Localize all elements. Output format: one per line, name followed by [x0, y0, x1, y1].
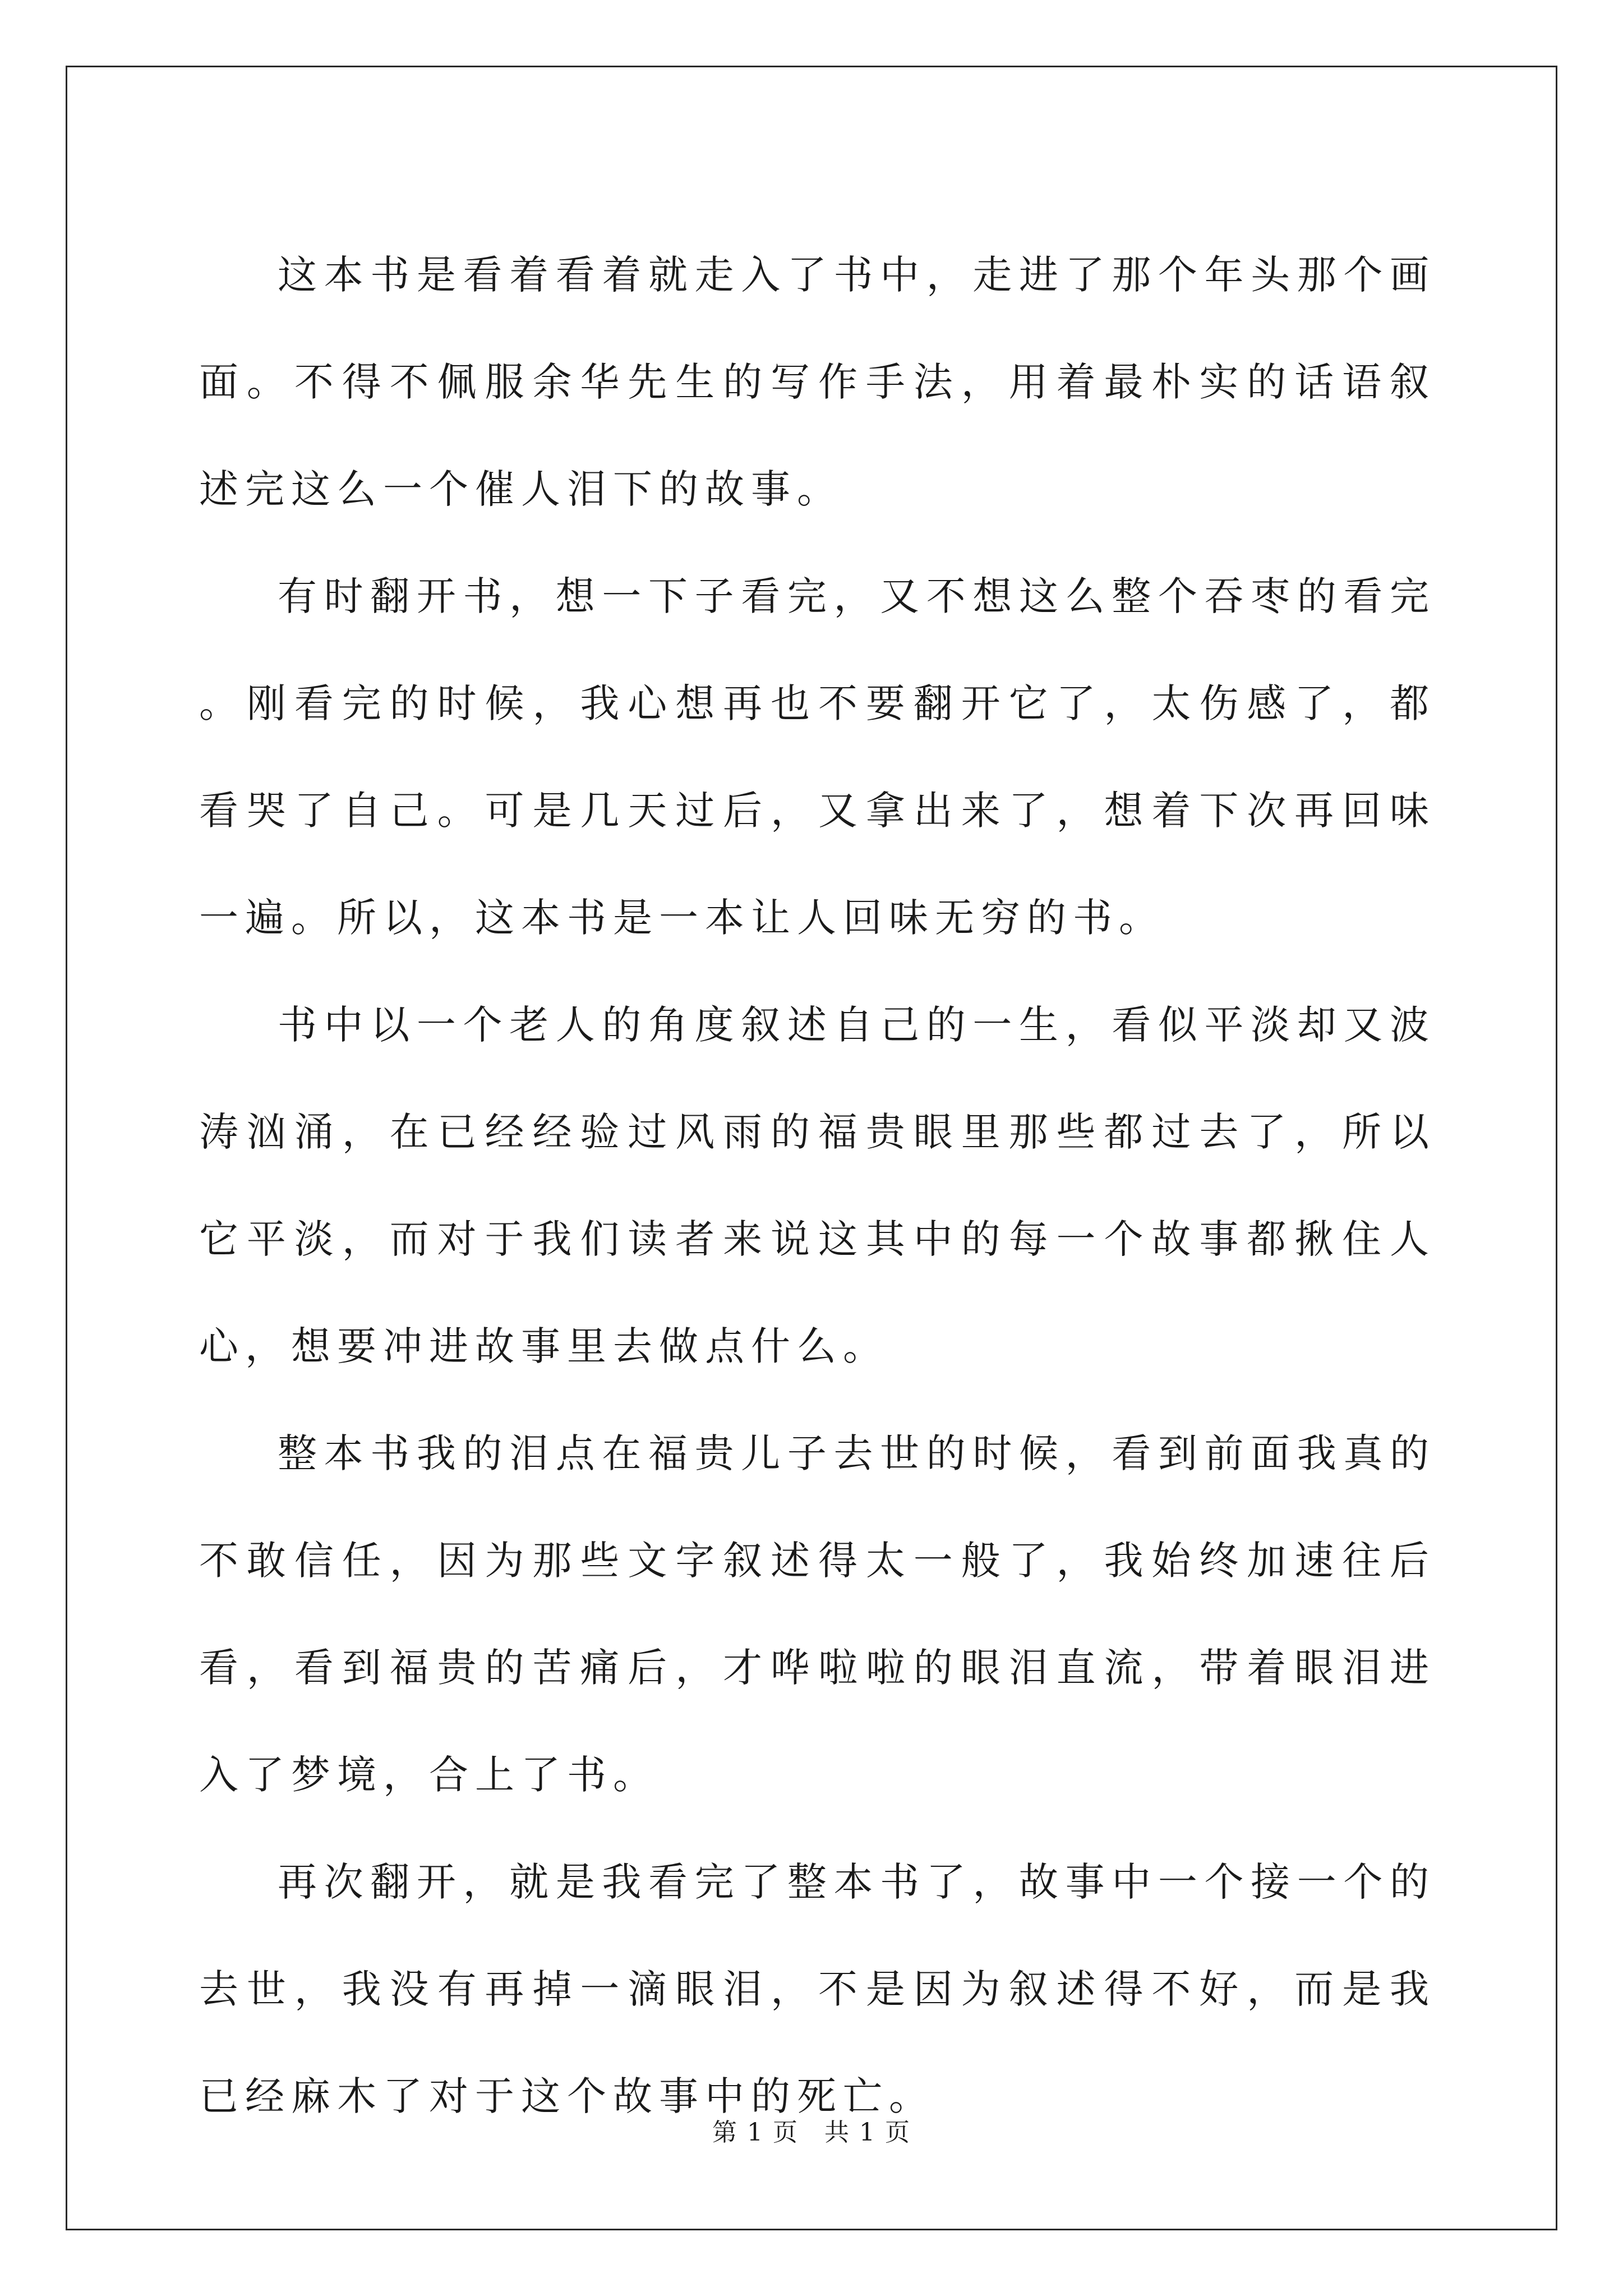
paragraph-4: 整本书我的泪点在福贵儿子去世的时候，看到前面我真的不敢信任，因为那些文字叙述得太一般了，我始终加速往后看，看到福贵的苦痛后，才哗啦啦的眼泪直流，带着眼泪进入了梦境，合上了书。	[199, 1430, 1436, 1798]
paragraph-3: 书中以一个老人的角度叙述自己的一生，看似平淡却又波涛汹涌，在已经经验过风雨的福贵眼里那些都过去了，所以它平淡，而对于我们读者来说这其中的每一个故事都揪住人心，想要冲进故事里去做点什么。	[199, 1002, 1436, 1369]
paragraph-1: 这本书是看着看着就走入了书中，走进了那个年头那个画面。不得不佩服余华先生的写作手法，用着最朴实的话语叙述完这么一个催人泪下的故事。	[199, 252, 1436, 512]
document-body	[199, 222, 1436, 2150]
paragraph-2: 有时翻开书，想一下子看完，又不想这么整个吞枣的看完。刚看完的时候，我心想再也不要翻开它了，太伤感了，都看哭了自己。可是几天过后，又拿出来了，想着下次再回味一遍。所以，这本书是一本让人回味无穷的书。	[199, 573, 1436, 941]
page-number: 第 1 页	[712, 2118, 799, 2147]
page-total: 共 1 页	[824, 2118, 911, 2147]
paragraph-5: 再次翻开，就是我看完了整本书了，故事中一个接一个的去世，我没有再掉一滴眼泪，不是因为叙述得不好，而是我已经麻木了对于这个故事中的死亡。	[199, 1859, 1436, 2119]
page-footer	[0, 2116, 1623, 2150]
